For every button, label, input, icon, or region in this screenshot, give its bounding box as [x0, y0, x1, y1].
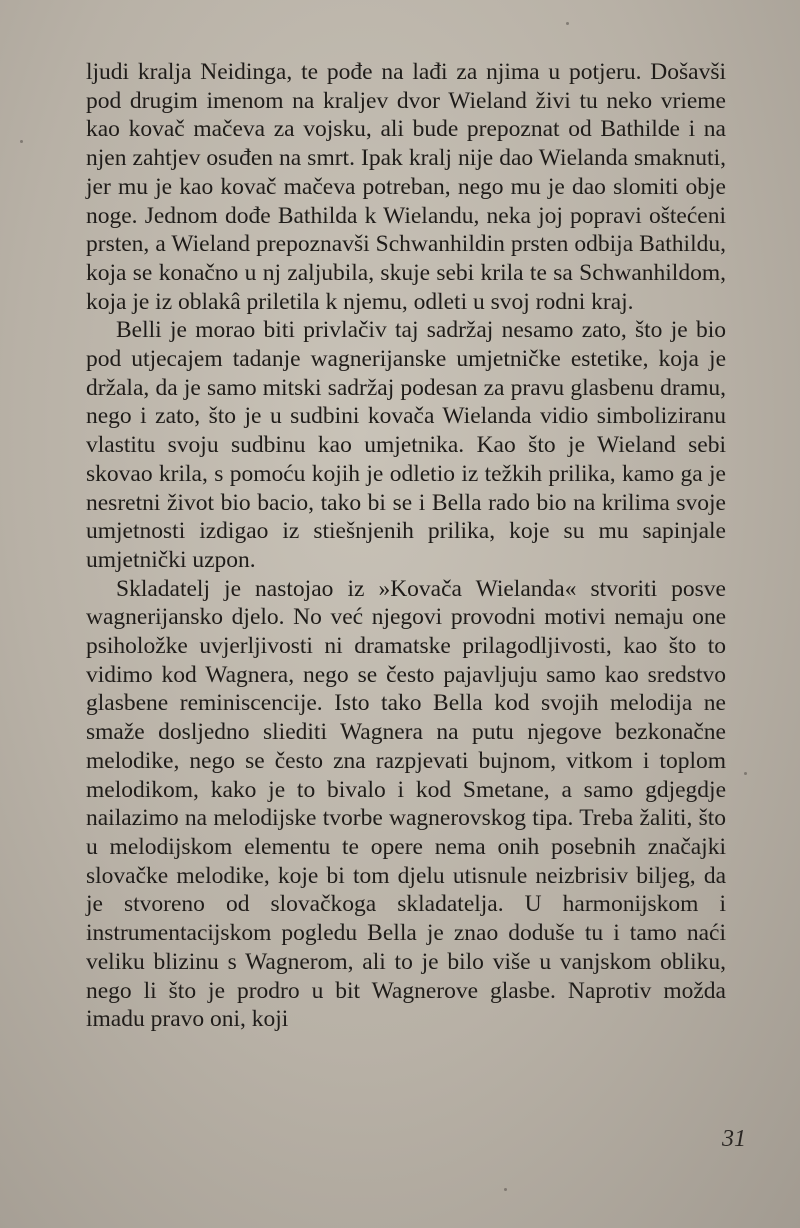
paragraph-3: Skladatelj je nastojao iz »Kovača Wielanda« stvoriti posve wagnerijansko djelo. No već njegovi provodni motivi nemaju one psiholožke uvjerljivosti ni dramatske prilagodljivosti, kao što to vidimo kod Wagnera, nego se često pajavljuju samo kao sredstvo glasbene reminiscencije. Isto tako Bella kod svojih melodija ne smaže dosljedno sliediti Wagnera na putu njegove bezkonačne melodike, nego se često zna razpjevati bujnom, vitkom i toplom melodikom, kako je to bivalo i kod Smetane, a samo gdjegdje nailazimo na melodijske tvorbe wagnerovskog tipa. Treba žaliti, što u melodijskom elementu te opere nema onih posebnih značajki slovačke melodike, koje bi tom djelu utisnule neizbrisiv biljeg, da je stvoreno od slovačkoga skladatelja. U harmonijskom i instrumentacijskom pogledu Bella je znao doduše tu i tamo naći veliku blizinu s Wagnerom, ali to je bilo više u vanjskom obliku, nego li što je prodro u bit Wagnerove glasbe. Naprotiv možda imadu pravo oni, koji — [86, 575, 726, 1033]
body-text — [86, 58, 726, 1034]
paragraph-2: Belli je morao biti privlačiv taj sadržaj nesamo zato, što je bio pod utjecajem tadanje wagnerijanske umjetničke estetike, koja je držala, da je samo mitski sadržaj podesan za pravu glasbenu dramu, nego i zato, što je u sudbini kovača Wielanda vidio simboliziranu vlastitu svoju sudbinu kao umjetnika. Kao što je Wieland sebi skovao krila, s pomoću kojih je odletio iz težkih prilika, kamo ga je nesretni život bio bacio, tako bi se i Bella rado bio na krilima svoje umjetnosti izdigao iz stiešnjenih prilika, koje su mu sapinjale umjetnički uzpon. — [86, 317, 726, 573]
page-number: 31 — [722, 1126, 746, 1152]
paper-speck — [566, 22, 569, 25]
paper-speck — [744, 772, 747, 775]
paragraph-1: ljudi kralja Neidinga, te pođe na lađi za njima u potjeru. Došavši pod drugim imenom na kraljev dvor Wieland živi tu neko vrieme kao kovač mačeva za vojsku, ali bude prepoznat od Bathilde i na njen zahtjev osuđen na smrt. Ipak kralj nije dao Wielanda smaknuti, jer mu je kao kovač mačeva potreban, nego mu je dao slomiti obje noge. Jednom dođe Bathilda k Wielandu, neka joj popravi oštećeni prsten, a Wieland prepoznavši Schwanhildin prsten odbija Bathildu, koja se konačno u nj zaljubila, skuje sebi krila te sa Schwanhildom, koja je iz oblakâ priletila k njemu, odleti u svoj rodni kraj. — [86, 59, 726, 315]
paper-speck — [20, 140, 23, 143]
paper-speck — [504, 1188, 507, 1191]
